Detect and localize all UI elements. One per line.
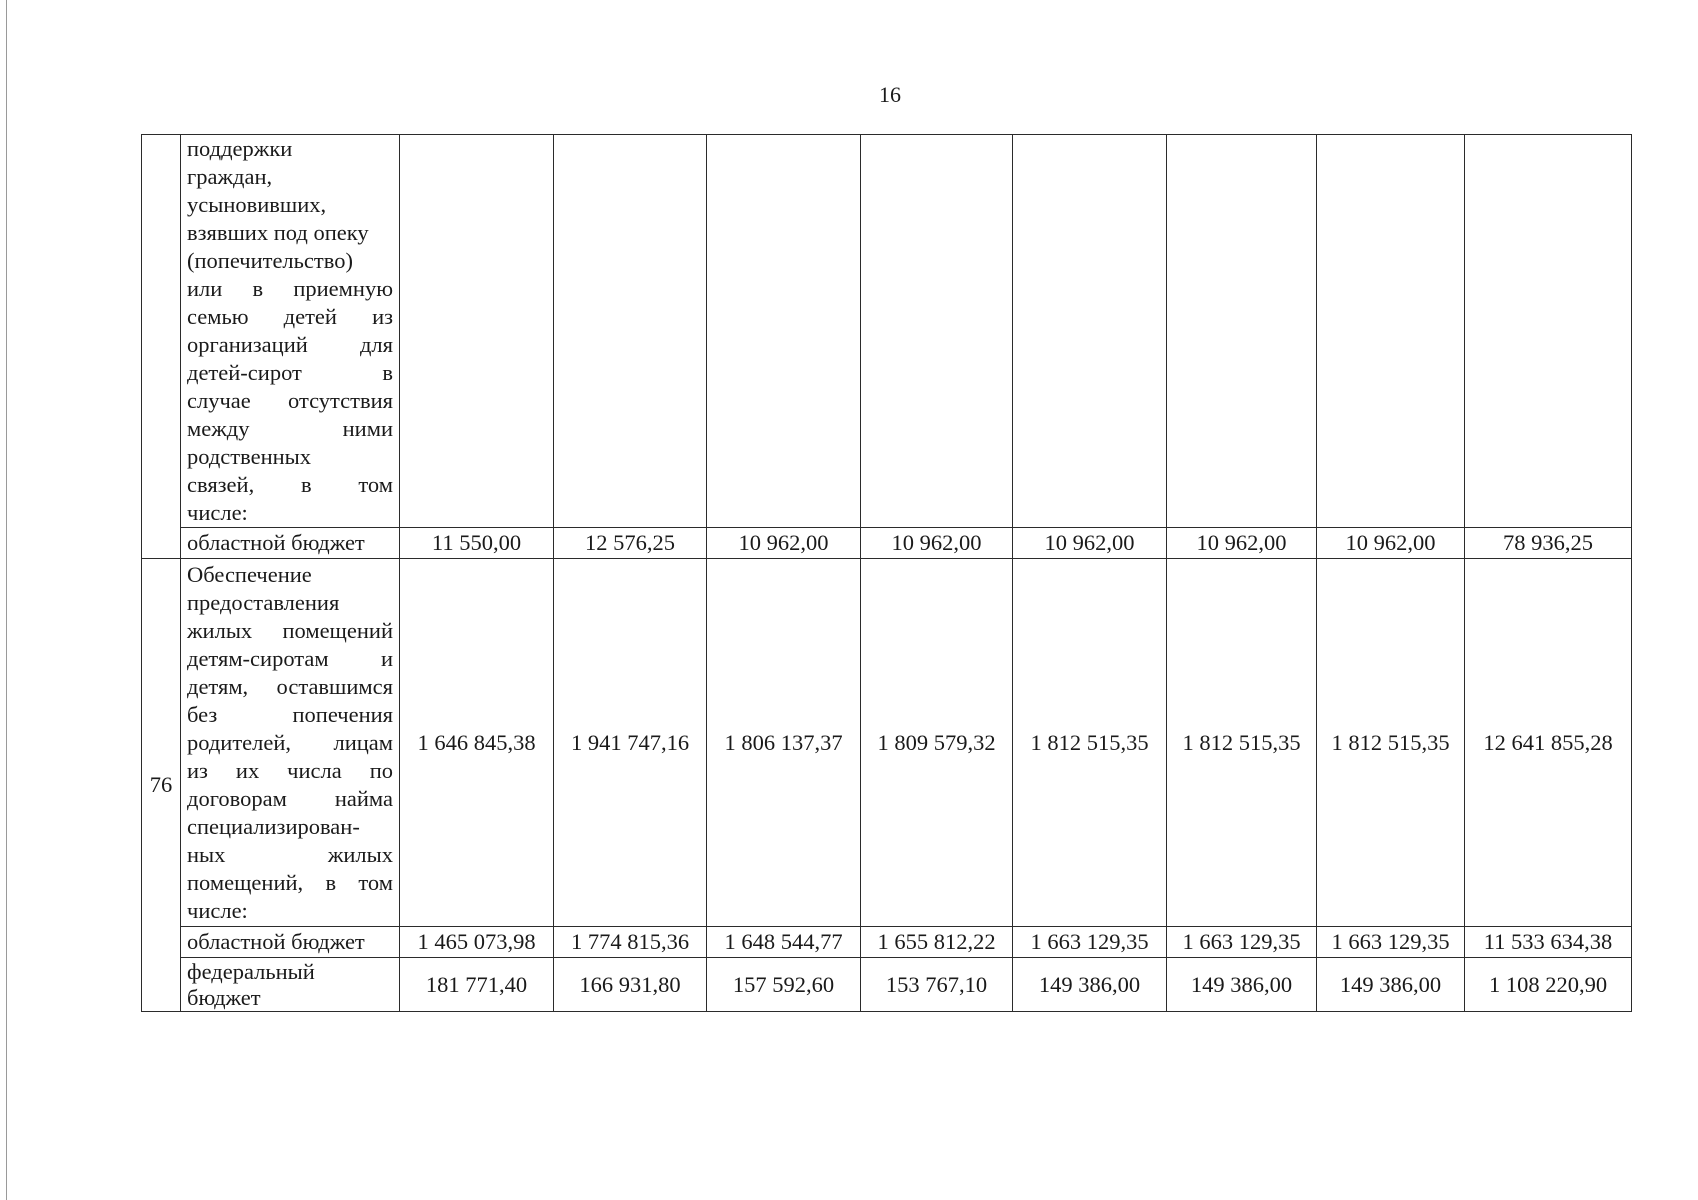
description-line: или в приемную — [187, 276, 393, 301]
description-line: организаций для — [187, 332, 393, 357]
value-cell: 11 550,00 — [400, 528, 554, 559]
value-cell: 149 386,00 — [1013, 958, 1167, 1012]
description-line: жилых помещений — [187, 617, 393, 643]
value-cell — [1465, 135, 1632, 528]
value-cell — [1013, 135, 1167, 528]
description-line: без попечения — [187, 701, 393, 727]
description-line: предоставления — [187, 589, 340, 615]
description-line: детям-сиротам и — [187, 645, 393, 671]
value-cell: 1 655 812,22 — [861, 927, 1013, 958]
row-index-cell — [142, 135, 181, 559]
value-cell: 1 812 515,35 — [1317, 559, 1465, 927]
description-line: поддержки — [187, 136, 293, 161]
description-line: Обеспечение — [187, 561, 312, 587]
row-index-cell: 76 — [142, 559, 181, 1012]
value-cell: 1 812 515,35 — [1167, 559, 1317, 927]
value-cell: 149 386,00 — [1167, 958, 1317, 1012]
value-cell — [707, 135, 861, 528]
value-cell — [861, 135, 1013, 528]
table-row — [142, 927, 1632, 958]
program-description-cell — [181, 559, 400, 927]
value-cell: 181 771,40 — [400, 958, 554, 1012]
row-total-cell: 12 641 855,28 — [1465, 559, 1632, 927]
description-line: ных жилых — [187, 841, 393, 867]
description-line: специализирован- — [187, 813, 360, 839]
value-cell: 1 465 073,98 — [400, 927, 554, 958]
value-cell: 1 774 815,36 — [554, 927, 707, 958]
table-row — [142, 958, 1632, 1012]
value-cell: 10 962,00 — [1317, 528, 1465, 559]
page-edge-line — [6, 0, 7, 1200]
row-total-cell: 1 108 220,90 — [1465, 958, 1632, 1012]
value-cell: 1 663 129,35 — [1317, 927, 1465, 958]
funding-source-label — [181, 958, 400, 1012]
description-line: родственных — [187, 444, 312, 469]
value-cell: 157 592,60 — [707, 958, 861, 1012]
table-row — [142, 135, 1632, 528]
funding-source-label-line: федеральный — [187, 958, 315, 984]
description-line: взявших под опеку — [187, 220, 369, 245]
value-cell: 1 806 137,37 — [707, 559, 861, 927]
value-cell: 166 931,80 — [554, 958, 707, 1012]
value-cell: 149 386,00 — [1317, 958, 1465, 1012]
description-line: усыновивших, — [187, 192, 327, 217]
funding-source-label-line: бюджет — [187, 984, 261, 1010]
value-cell: 1 663 129,35 — [1167, 927, 1317, 958]
description-line: детям, оставшимся — [187, 673, 393, 699]
description-line: связей, в том — [187, 472, 393, 497]
program-description-cell — [181, 135, 400, 528]
description-line: родителей, лицам — [187, 729, 393, 755]
value-cell: 10 962,00 — [1167, 528, 1317, 559]
table-row — [142, 528, 1632, 559]
description-line: числе: — [187, 897, 248, 923]
description-line: семью детей из — [187, 304, 393, 329]
value-cell — [1317, 135, 1465, 528]
description-line: помещений, в том — [187, 869, 393, 895]
row-total-cell: 11 533 634,38 — [1465, 927, 1632, 958]
value-cell: 10 962,00 — [707, 528, 861, 559]
description-line: из их числа по — [187, 757, 393, 783]
value-cell: 1 809 579,32 — [861, 559, 1013, 927]
description-line: граждан, — [187, 164, 273, 189]
value-cell: 10 962,00 — [861, 528, 1013, 559]
description-line: детей-сирот в — [187, 360, 393, 385]
value-cell: 153 767,10 — [861, 958, 1013, 1012]
funding-source-label: областной бюджет — [181, 528, 400, 559]
value-cell: 1 812 515,35 — [1013, 559, 1167, 927]
value-cell: 12 576,25 — [554, 528, 707, 559]
description-line: числе: — [187, 500, 248, 525]
value-cell: 1 663 129,35 — [1013, 927, 1167, 958]
description-line: между ними — [187, 416, 393, 441]
value-cell — [1167, 135, 1317, 528]
funding-source-label: областной бюджет — [181, 927, 400, 958]
description-line: (попечительство) — [187, 248, 353, 273]
value-cell: 1 648 544,77 — [707, 927, 861, 958]
value-cell — [400, 135, 554, 528]
description-line: случае отсутствия — [187, 388, 393, 413]
page-number: 16 — [879, 82, 901, 107]
value-cell — [554, 135, 707, 528]
row-total-cell: 78 936,25 — [1465, 528, 1632, 559]
value-cell: 1 941 747,16 — [554, 559, 707, 927]
description-line: договорам найма — [187, 785, 393, 811]
value-cell: 1 646 845,38 — [400, 559, 554, 927]
budget-table — [141, 134, 1632, 1012]
value-cell: 10 962,00 — [1013, 528, 1167, 559]
table-row — [142, 559, 1632, 927]
